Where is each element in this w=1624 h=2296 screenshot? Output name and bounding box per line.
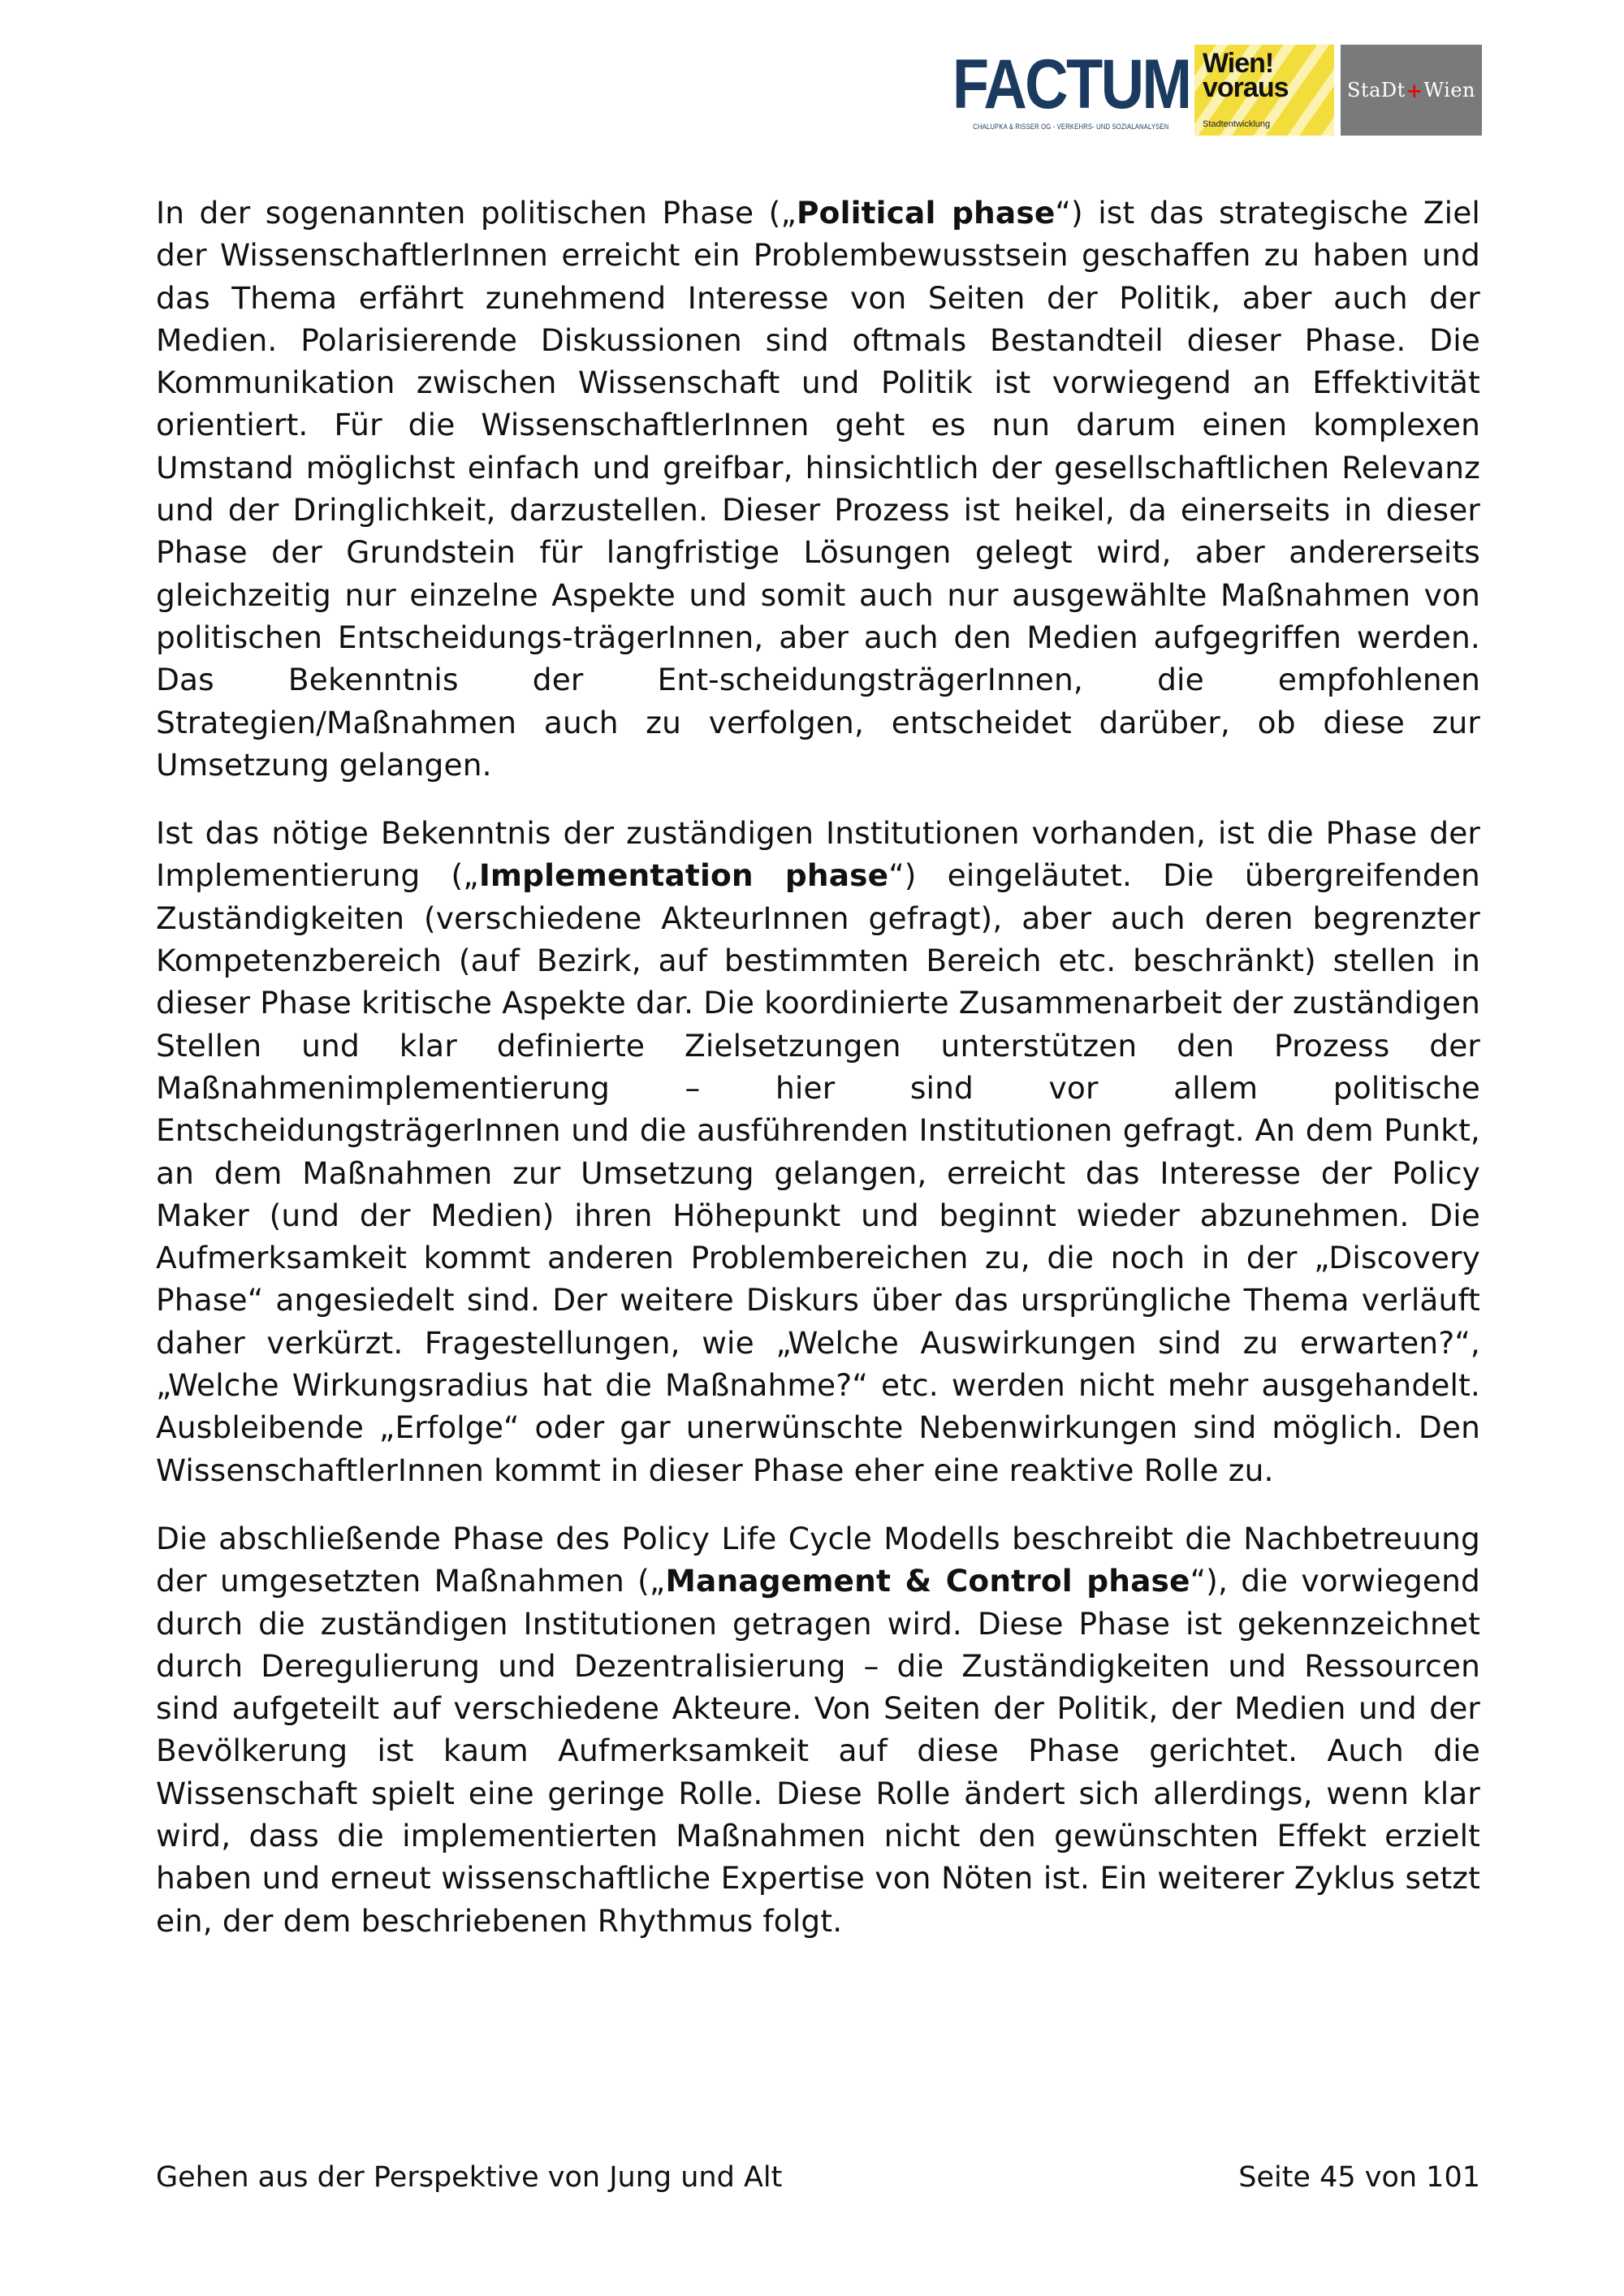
p2-bold-term: Implementation phase <box>478 857 889 894</box>
wien-logo-line1: Wien! <box>1203 48 1274 79</box>
body-text <box>156 192 1480 1968</box>
p1-bold-term: Political phase <box>797 195 1056 231</box>
p1-post: “) ist das strategische Ziel der WissenschaftlerInnen erreicht ein Problembewusstsein geschaffen zu haben und das Thema erfährt zunehmend Interesse von Seiten der Politik, aber auch der Medien. Polarisierende Diskussionen sind oftmals Bestandteil dieser Phase. Die Kommunikation zwischen Wissenschaft und Politik ist vorwiegend an Effektivität orientiert. Für die WissenschaftlerInnen geht es nun darum einen komplexen Umstand möglichst einfach und greifbar, hinsichtlich der gesellschaftlichen Relevanz und der Dringlichkeit, darzustellen. Dieser Prozess ist heikel, da einerseits in dieser Phase der Grundstein für langfristige Lösungen gelegt wird, aber andererseits gleichzeitig nur einzelne Aspekte und somit auch nur ausgewählte Maßnahmen von politischen Entscheidungs-trägerInnen, aber auch den Medien aufgegriffen werden. Das Bekenntnis der Ent-scheidungsträgerInnen, die empfohlenen Strategien/Maßnahmen auch zu verfolgen, entscheidet darüber, ob diese zur Umsetzung gelangen. <box>156 195 1480 783</box>
footer-page-number: Seite 45 von 101 <box>1238 2161 1480 2194</box>
factum-logo-word: FACTUM <box>952 45 1190 123</box>
wien-logo-text <box>1203 48 1289 103</box>
stadt-wien-logo <box>1341 45 1482 136</box>
paragraph-management-phase <box>156 1517 1480 1942</box>
p1-pre: In der sogenannten politischen Phase („ <box>156 195 797 231</box>
p3-post: “), die vorwiegend durch die zuständigen Institutionen getragen wird. Diese Phase ist gekennzeichnet durch Deregulierung und Dezentralisierung – die Zuständigkeiten und Ressourcen sind aufgeteilt auf verschiedene Akteure. Von Seiten der Politik, der Medien und der Bevölkerung ist kaum Aufmerksamkeit auf diese Phase gerichtet. Auch die Wissenschaft spielt eine geringe Rolle. Diese Rolle ändert sich allerdings, wenn klar wird, dass die implementierten Maßnahmen nicht den gewünschten Effekt erzielt haben und erneut wissenschaftliche Expertise von Nöten ist. Ein weiterer Zyklus setzt ein, der dem beschriebenen Rhythmus folgt. <box>156 1563 1480 1939</box>
paragraph-political-phase <box>156 192 1480 786</box>
p2-post: “) eingeläutet. Die übergreifenden Zuständigkeiten (verschiedene AkteurInnen gefragt), aber auch deren begrenzter Kompetenzbereich (auf Bezirk, auf bestimmten Bereich etc. beschränkt) stellen in dieser Phase kritische Aspekte dar. Die koordinierte Zusammenarbeit der zuständigen Stellen und klar definierte Zielsetzungen unterstützen den Prozess der Maßnahmenimplementierung – hier sind vor allem politische EntscheidungsträgerInnen und die ausführenden Institutionen gefragt. An dem Punkt, an dem Maßnahmen zur Umsetzung gelangen, erreicht das Interesse der Policy Maker (und der Medien) ihren Höhepunkt und beginnt wieder abzunehmen. Die Aufmerksamkeit kommt anderen Problembereichen zu, die noch in der „Discovery Phase“ angesiedelt sind. Der weitere Diskurs über das ursprüngliche Thema verläuft daher verkürzt. Fragestellungen, wie „Welche Auswirkungen sind zu erwarten?“, „Welche Wirkungsradius hat die Maßnahme?“ etc. werden nicht mehr ausgehandelt. Ausbleibende „Erfolge“ oder gar unerwünschte Nebenwirkungen sind möglich. Den WissenschaftlerInnen kommt in dieser Phase eher eine reaktive Rolle zu. <box>156 857 1480 1488</box>
footer-document-title: Gehen aus der Perspektive von Jung und Alt <box>156 2161 783 2194</box>
paragraph-implementation-phase <box>156 812 1480 1491</box>
factum-logo-subline: CHALUPKA & RISSER OG - VERKEHRS- UND SOZIALANALYSEN <box>973 123 1169 131</box>
wien-logo-line2: voraus <box>1203 72 1289 103</box>
stadt-logo-post: Wien <box>1423 79 1475 101</box>
wien-logo-sub: Stadtentwicklung <box>1203 119 1271 129</box>
stadt-logo-pre: StaDt <box>1347 79 1406 101</box>
stadt-logo-cross: + <box>1406 78 1423 102</box>
header-logos <box>952 45 1482 136</box>
p3-pre: Die abschließende Phase des Policy Life Cycle Modells beschreibt die Nachbetreuung der umgesetzten Maßnahmen („ <box>156 1520 1480 1599</box>
factum-logo <box>952 45 1190 136</box>
p2-pre: Ist das nötige Bekenntnis der zuständigen Institutionen vorhanden, ist die Phase der Implementierung („ <box>156 815 1480 894</box>
p3-bold-term: Management & Control phase <box>665 1563 1190 1599</box>
wien-voraus-logo <box>1194 45 1334 136</box>
page-footer <box>156 2161 1480 2194</box>
